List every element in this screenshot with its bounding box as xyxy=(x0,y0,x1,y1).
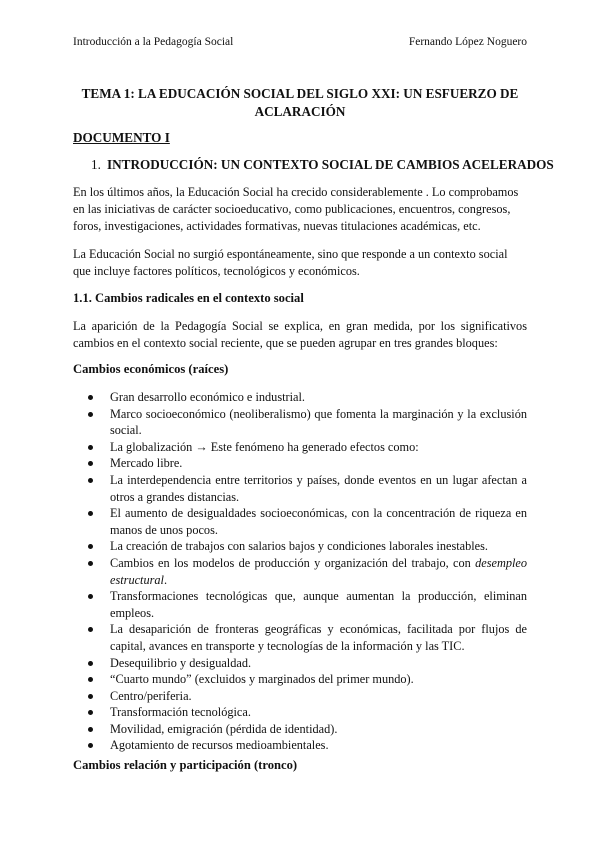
document-label: DOCUMENTO I xyxy=(73,130,170,145)
header-author: Fernando López Noguero xyxy=(408,36,527,48)
list-item: Transformaciones tecnológicas que, aunque aumentan la producción, eliminan empleos. xyxy=(73,588,527,621)
economic-changes-list xyxy=(73,389,527,754)
relation-changes-heading: Cambios relación y participación (tronco) xyxy=(73,758,298,772)
list-item: La interdependencia entre territorios y países, donde eventos en un lugar afectan a otros a grandes distancias. xyxy=(73,472,527,505)
list-item: Gran desarrollo económico e industrial. xyxy=(73,389,527,406)
list-item: Movilidad, emigración (pérdida de identidad). xyxy=(73,721,527,738)
list-item: La desaparición de fronteras geográficas y económicas, facilitada por flujos de capital, avances en transporte y tecnologías de la información y las TIC. xyxy=(73,621,527,654)
page-title: TEMA 1: LA EDUCACIÓN SOCIAL DEL SIGLO XXI: UN ESFUERZO DE ACLARACIÓN xyxy=(81,86,519,119)
section-heading xyxy=(91,157,554,173)
section-title: INTRODUCCIÓN: UN CONTEXTO SOCIAL DE CAMBIOS ACELERADOS xyxy=(107,157,554,172)
list-item: Desequilibrio y desigualdad. xyxy=(73,655,527,672)
list-item: Agotamiento de recursos medioambientales. xyxy=(73,737,527,754)
section-number: 1. xyxy=(91,157,101,172)
list-item: El aumento de desigualdades socioeconómicas, con la concentración de riqueza en manos de unos pocos. xyxy=(73,505,527,538)
header-course-title: Introducción a la Pedagogía Social xyxy=(73,36,234,48)
subsection-heading: 1.1. Cambios radicales en el contexto social xyxy=(73,291,304,305)
list-item: La creación de trabajos con salarios bajos y condiciones laborales inestables. xyxy=(73,538,527,555)
list-item: Marco socioeconómico (neoliberalismo) que fomenta la marginación y la exclusión social. xyxy=(73,406,527,439)
intro-paragraph-1: En los últimos años, la Educación Social ha crecido considerablemente . Lo comprobamos en las iniciativas de carácter socioeducativo, como publicaciones, encuentros, congresos, foros, investigaciones, actividades formativas, nuevas titulaciones académicas, etc. xyxy=(73,185,519,233)
list-item xyxy=(73,555,527,588)
list-item: La globalización → Este fenómeno ha generado efectos como: xyxy=(73,439,527,456)
list-item: Transformación tecnológica. xyxy=(73,704,527,721)
list-item-emphasis: desempleo estructural xyxy=(110,555,527,587)
list-item-suffix: . xyxy=(163,572,168,587)
context-paragraph: La aparición de la Pedagogía Social se explica, en gran medida, por los significativos cambios en el contexto social reciente, que se pueden agrupar en tres grandes bloques: xyxy=(73,319,527,350)
list-item: “Cuarto mundo” (excluidos y marginados del primer mundo). xyxy=(73,671,527,688)
list-item: Mercado libre. xyxy=(73,455,527,472)
economic-changes-heading: Cambios económicos (raíces) xyxy=(73,362,229,376)
list-item-text: Cambios en los modelos de producción y organización del trabajo, con xyxy=(110,555,476,570)
list-item: Centro/periferia. xyxy=(73,688,527,705)
intro-paragraph-2: La Educación Social no surgió espontáneamente, sino que responde a un contexto social que incluye factores políticos, tecnológicos y económicos. xyxy=(73,247,508,278)
